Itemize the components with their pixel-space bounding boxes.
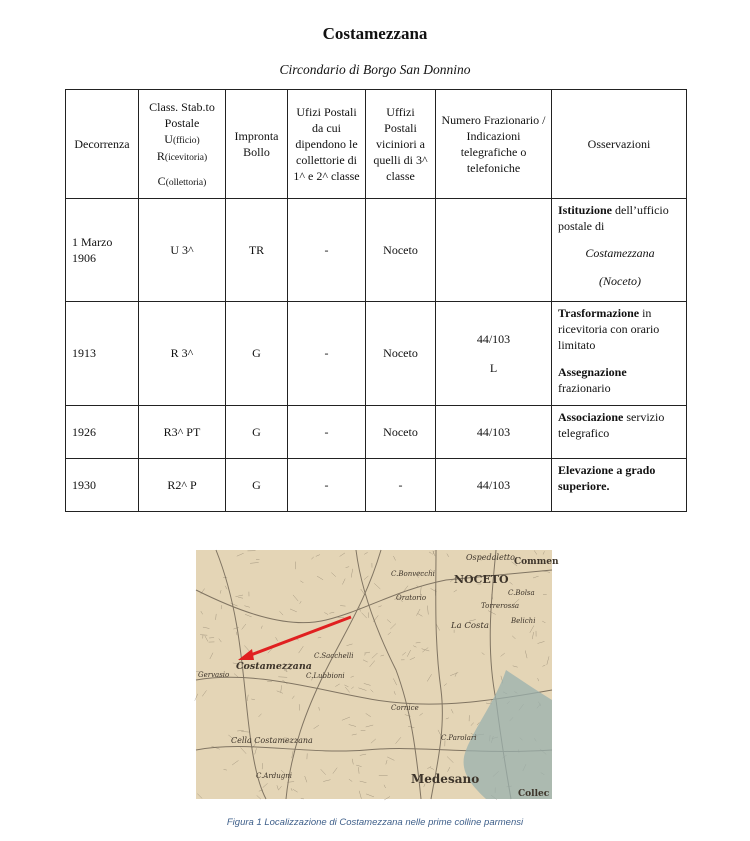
header-uffizi: Uffizi Postali viciniori a quelli di 3^ classe [366, 90, 436, 199]
figure-caption: Figura 1 Localizzazione di Costamezzana nelle prime colline parmensi [226, 817, 524, 828]
table-row [66, 302, 687, 406]
cell-osservazioni: Trasformazione in ricevitoria con orario limitato Assegnazione frazionario [552, 302, 687, 406]
map-label-commenda: Commen [514, 557, 559, 567]
cell-uffizi: - [366, 459, 436, 512]
cell-impronta: TR [226, 199, 288, 302]
map-label-belichi: Belichi [511, 617, 536, 625]
cell-osservazioni: Associazione servizio telegrafico [552, 406, 687, 459]
map-label-ospedaletto: Ospedaletto [466, 553, 515, 562]
historic-map [196, 550, 559, 799]
map-label-ardugni: C.Ardugni [256, 772, 292, 780]
cell-classificazione: R3^ PT [139, 406, 226, 459]
cell-impronta: G [226, 406, 288, 459]
header-classificazione: Class. Stab.to Postale U(fficio) R(icevitoria) C(ollettoria) [139, 90, 226, 199]
cell-numero: 44/103 [436, 459, 552, 512]
cell-ufizi: - [288, 406, 366, 459]
table-row [66, 459, 687, 512]
cell-uffizi: Noceto [366, 199, 436, 302]
map-label-gervasio: Gervasio [198, 671, 230, 679]
header-row [66, 90, 687, 199]
cell-numero: 44/103 [436, 406, 552, 459]
map-label-bonvecchi: C.Bonvecchi [391, 570, 435, 578]
cell-decorrenza: 1913 [66, 302, 139, 406]
header-osservazioni: Osservazioni [552, 90, 687, 199]
map-label-medesano: Medesano [411, 772, 480, 786]
map-label-oratorio: Oratorio [396, 594, 427, 602]
map-label-cella: Cella Costamezzana [231, 736, 313, 745]
cell-decorrenza: 1926 [66, 406, 139, 459]
cell-classificazione: U 3^ [139, 199, 226, 302]
map-label-bolsa: C.Bolsa [508, 589, 535, 597]
header-numero: Numero Frazionario / Indicazioni telegrafiche o telefoniche [436, 90, 552, 199]
map-label-torrerossa: Torrerossa [481, 602, 520, 610]
cell-osservazioni: Elevazione a grado superiore. [552, 459, 687, 512]
header-ufizi: Ufizi Postali da cui dipendono le collettorie di 1^ e 2^ classe [288, 90, 366, 199]
cell-ufizi: - [288, 302, 366, 406]
postal-register-table [65, 89, 687, 512]
cell-classificazione: R2^ P [139, 459, 226, 512]
cell-impronta: G [226, 459, 288, 512]
cell-numero: 44/103 L [436, 302, 552, 406]
cell-uffizi: Noceto [366, 302, 436, 406]
header-impronta: Impronta Bollo [226, 90, 288, 199]
map-label-lubbioni: C.Lubbioni [306, 672, 345, 680]
cell-uffizi: Noceto [366, 406, 436, 459]
map-label-collecchio: Collec [518, 789, 550, 799]
header-decorrenza: Decorrenza [66, 90, 139, 199]
table-row [66, 406, 687, 459]
cell-osservazioni: Istituzione dell’ufficio postale di Costamezzana (Noceto) [552, 199, 687, 302]
cell-ufizi: - [288, 459, 366, 512]
map-drawing [196, 550, 559, 799]
map-label-sacchelli: C.Sacchelli [314, 652, 354, 660]
page-subtitle: Circondario di Borgo San Donnino [279, 62, 471, 77]
map-label-la-costa: La Costa [451, 621, 489, 631]
map-label-parolari: C.Parolari [441, 734, 477, 742]
map-label-noceto: NOCETO [454, 573, 509, 586]
cell-decorrenza: 1930 [66, 459, 139, 512]
cell-numero [436, 199, 552, 302]
cell-classificazione: R 3^ [139, 302, 226, 406]
cell-impronta: G [226, 302, 288, 406]
map-label-costamezzana: Costamezzana [236, 661, 312, 672]
table-row [66, 199, 687, 302]
map-label-cornice: Cornice [391, 704, 419, 712]
page-title: Costamezzana [322, 24, 428, 43]
cell-ufizi: - [288, 199, 366, 302]
cell-decorrenza: 1 Marzo 1906 [66, 199, 139, 302]
